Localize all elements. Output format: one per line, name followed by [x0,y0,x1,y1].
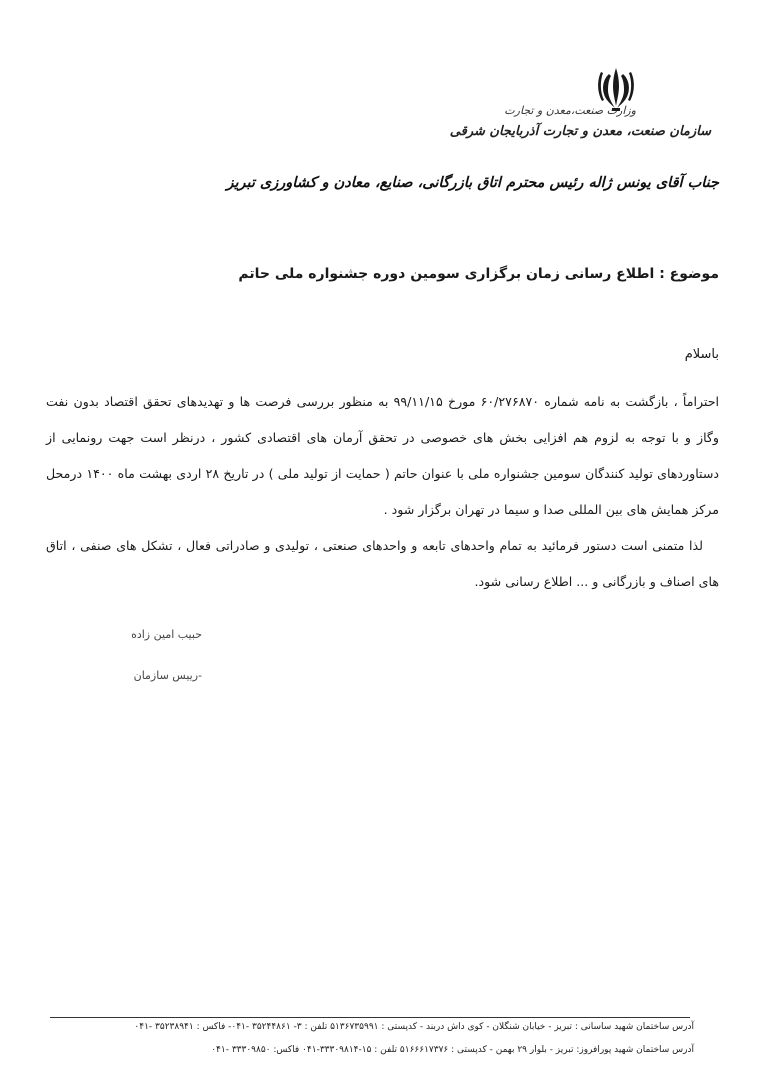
letter-body [46,384,719,600]
addressee: جناب آقای یونس ژاله رئیس محترم اتاق بازرگانی، صنایع، معادن و کشاورزی تبریز [226,174,719,191]
signatory-title: -رییس سازمان [133,669,202,682]
footer-divider [50,1017,690,1018]
organization-name: سازمان صنعت، معدن و تجارت آذربایجان شرقی [449,124,711,139]
body-paragraph-2: لذا متمنی است دستور فرمائید به تمام واحدهای تابعه و واحدهای صنعتی ، تولیدی و صادراتی فعال ، تشکل های صنفی ، اتاق های اصناف و بازرگانی و ... اطلاع رسانی شود. [46,538,719,589]
subject-line: موضوع : اطلاع رسانی زمان برگزاری سومین دوره جشنواره ملی حاتم [238,266,719,282]
signatory-name: حبیب امین زاده [131,628,202,641]
body-paragraph-1: احتراماً ، بازگشت به نامه شماره ۶۰/۲۷۶۸۷۰ مورخ ۹۹/۱۱/۱۵ به منظور بررسی فرصت ها و تهدیدهای تحقق اقتصاد بدون نفت وگاز و با توجه به لزوم هم افزایی بخش های خصوصی در تحقق آرمان های اقتصادی کشور ، درنظر است جهت رونمایی از دستاوردهای تولید کنندگان سومین جشنواره ملی با عنوان حاتم ( حمایت از تولید ملی ) در تاریخ ۲۸ اردی بهشت ماه ۱۴۰۰ درمحل مرکز همایش های بین المللی صدا و سیما در تهران برگزار شود . [46,394,719,517]
footer-address-2: آدرس ساختمان شهید پورافروز: تبریز - بلوار ۲۹ بهمن - کدپستی : ۵۱۶۶۶۱۷۳۷۶ تلفن : ۱۵-۳۳۳۰۹۸۱۴-۰۴۱ فاکس: ۳۳۳۰۹۸۵۰ -۰۴۱ [211,1045,694,1055]
footer-address-1: آدرس ساختمان شهید ساسانی : تبریز - خیابان شنگلان - کوی داش دربند - کدپستی : ۵۱۳۶۷۳۵۹۹۱ تلفن : ۳- ۳۵۲۴۴۸۶۱ -۰۴۱- فاکس : ۳۵۲۳۸۹۴۱ -۰۴۱ [134,1022,694,1032]
salutation: باسلام [684,347,719,362]
ministry-name: وزارت صنعت،معدن و تجارت [504,104,636,117]
